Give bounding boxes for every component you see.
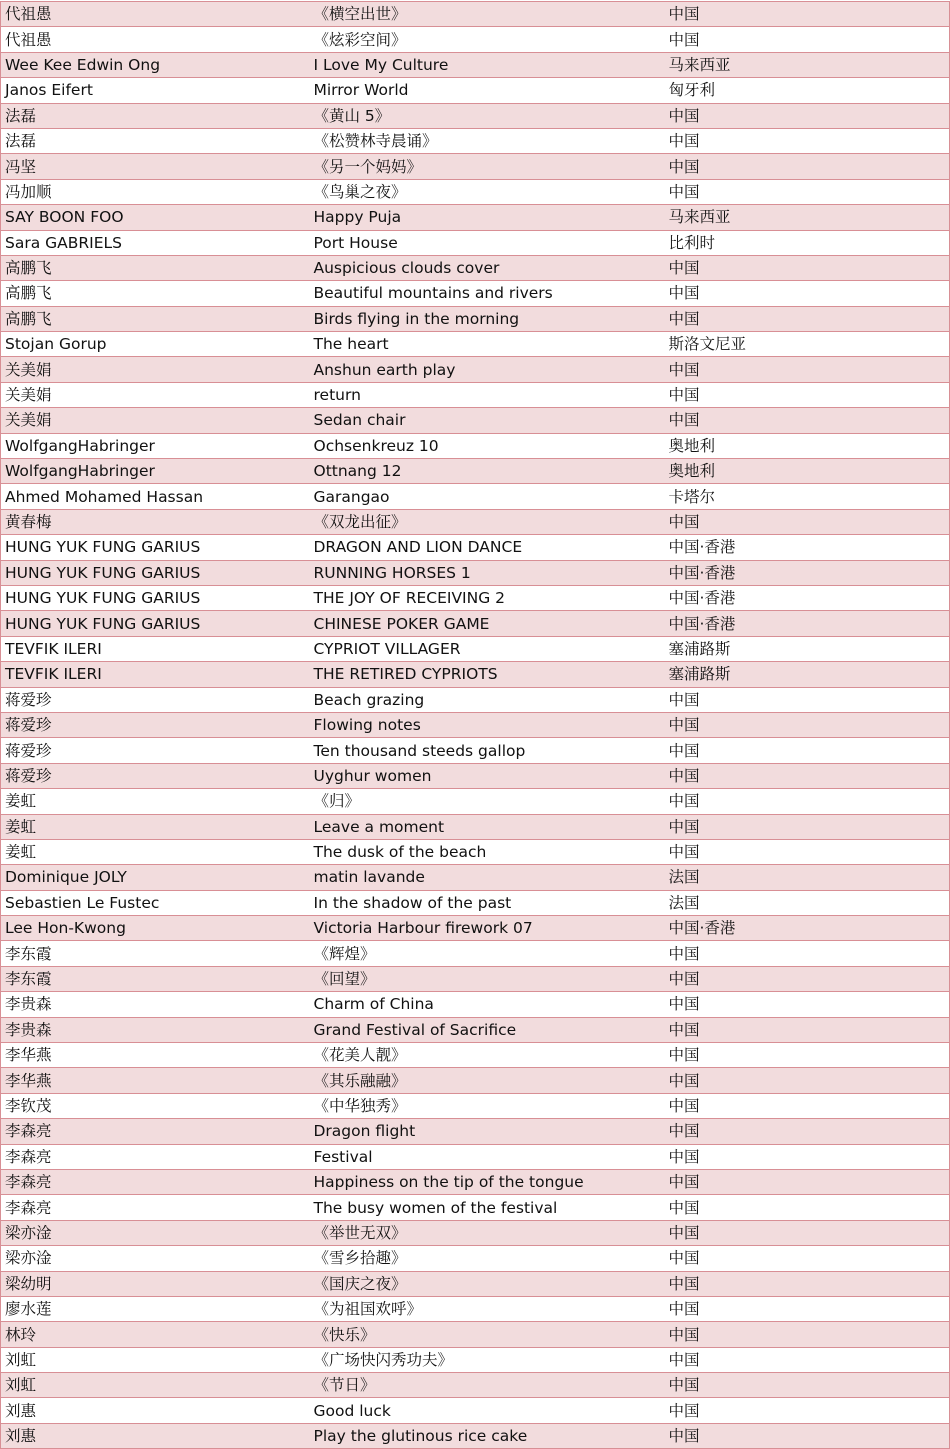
country-cell: 中国	[665, 357, 950, 382]
author-cell: 梁幼明	[1, 1271, 310, 1296]
table-row	[1, 1068, 950, 1093]
country-cell: 中国	[665, 1119, 950, 1144]
country-cell: 中国	[665, 2, 950, 27]
title-cell: 《花美人靓》	[310, 1043, 665, 1068]
author-cell: 法磊	[1, 103, 310, 128]
author-cell: 刘虹	[1, 1373, 310, 1398]
country-cell: 中国	[665, 128, 950, 153]
title-cell: Birds flying in the morning	[310, 306, 665, 331]
country-cell: 中国	[665, 712, 950, 737]
title-cell: 《雪乡拾趣》	[310, 1246, 665, 1271]
title-cell: Happy Puja	[310, 205, 665, 230]
table-row	[1, 966, 950, 991]
author-cell: 梁亦淦	[1, 1220, 310, 1245]
author-cell: 李东霞	[1, 966, 310, 991]
table-row	[1, 281, 950, 306]
table-row	[1, 890, 950, 915]
country-cell: 马来西亚	[665, 52, 950, 77]
table-row	[1, 382, 950, 407]
country-cell: 中国	[665, 1322, 950, 1347]
country-cell: 中国	[665, 1195, 950, 1220]
title-cell: In the shadow of the past	[310, 890, 665, 915]
author-cell: 刘惠	[1, 1423, 310, 1448]
country-cell: 中国·香港	[665, 611, 950, 636]
title-cell: Port House	[310, 230, 665, 255]
author-cell: WolfgangHabringer	[1, 433, 310, 458]
title-cell: Charm of China	[310, 992, 665, 1017]
table-row	[1, 941, 950, 966]
author-cell: 姜虹	[1, 839, 310, 864]
title-cell: Victoria Harbour firework 07	[310, 916, 665, 941]
table-row	[1, 1296, 950, 1321]
author-cell: 李森亮	[1, 1169, 310, 1194]
country-cell: 中国	[665, 687, 950, 712]
title-cell: The dusk of the beach	[310, 839, 665, 864]
author-cell: HUNG YUK FUNG GARIUS	[1, 611, 310, 636]
table-row	[1, 408, 950, 433]
title-cell: matin lavande	[310, 865, 665, 890]
title-cell: 《另一个妈妈》	[310, 154, 665, 179]
table-row	[1, 459, 950, 484]
country-cell: 中国	[665, 1296, 950, 1321]
author-cell: Stojan Gorup	[1, 332, 310, 357]
country-cell: 中国·香港	[665, 535, 950, 560]
title-cell: 《松赞林寺晨诵》	[310, 128, 665, 153]
table-row	[1, 611, 950, 636]
author-cell: 林玲	[1, 1322, 310, 1347]
author-cell: 蒋爱珍	[1, 738, 310, 763]
table-row	[1, 712, 950, 737]
author-cell: 关美娟	[1, 408, 310, 433]
table-row	[1, 154, 950, 179]
country-cell: 法国	[665, 890, 950, 915]
author-cell: HUNG YUK FUNG GARIUS	[1, 585, 310, 610]
table-row	[1, 357, 950, 382]
table-row	[1, 1169, 950, 1194]
country-cell: 中国	[665, 763, 950, 788]
table-row	[1, 205, 950, 230]
title-cell: Anshun earth play	[310, 357, 665, 382]
title-cell: Ten thousand steeds gallop	[310, 738, 665, 763]
author-cell: 梁亦淦	[1, 1246, 310, 1271]
title-cell: Leave a moment	[310, 814, 665, 839]
title-cell: 《中华独秀》	[310, 1093, 665, 1118]
table-row	[1, 230, 950, 255]
title-cell: Auspicious clouds cover	[310, 255, 665, 280]
country-cell: 中国	[665, 1398, 950, 1423]
country-cell: 中国	[665, 1068, 950, 1093]
title-cell: 《回望》	[310, 966, 665, 991]
table-row	[1, 1373, 950, 1398]
author-cell: Sara GABRIELS	[1, 230, 310, 255]
title-cell: 《为祖国欢呼》	[310, 1296, 665, 1321]
table-row	[1, 332, 950, 357]
country-cell: 中国	[665, 1093, 950, 1118]
country-cell: 马来西亚	[665, 205, 950, 230]
entries-table	[0, 1, 950, 1449]
title-cell: CYPRIOT VILLAGER	[310, 636, 665, 661]
country-cell: 中国	[665, 1423, 950, 1448]
title-cell: 《炫彩空间》	[310, 27, 665, 52]
table-row	[1, 484, 950, 509]
table-row	[1, 662, 950, 687]
table-row	[1, 560, 950, 585]
country-cell: 中国	[665, 992, 950, 1017]
table-row	[1, 585, 950, 610]
table-row	[1, 814, 950, 839]
author-cell: 李钦茂	[1, 1093, 310, 1118]
country-cell: 中国	[665, 281, 950, 306]
table-row	[1, 916, 950, 941]
author-cell: 刘惠	[1, 1398, 310, 1423]
author-cell: SAY BOON FOO	[1, 205, 310, 230]
table-row	[1, 27, 950, 52]
author-cell: Janos Eifert	[1, 78, 310, 103]
title-cell: The heart	[310, 332, 665, 357]
country-cell: 中国	[665, 382, 950, 407]
table-row	[1, 992, 950, 1017]
author-cell: 姜虹	[1, 789, 310, 814]
title-cell: Uyghur women	[310, 763, 665, 788]
country-cell: 中国	[665, 1347, 950, 1372]
title-cell: Grand Festival of Sacrifice	[310, 1017, 665, 1042]
author-cell: 李东霞	[1, 941, 310, 966]
author-cell: 李华燕	[1, 1068, 310, 1093]
table-row	[1, 1195, 950, 1220]
title-cell: DRAGON AND LION DANCE	[310, 535, 665, 560]
table-row	[1, 2, 950, 27]
author-cell: Wee Kee Edwin Ong	[1, 52, 310, 77]
table-row	[1, 1220, 950, 1245]
author-cell: 李森亮	[1, 1119, 310, 1144]
title-cell: The busy women of the festival	[310, 1195, 665, 1220]
title-cell: Sedan chair	[310, 408, 665, 433]
title-cell: Beach grazing	[310, 687, 665, 712]
table-row	[1, 535, 950, 560]
country-cell: 中国	[665, 255, 950, 280]
table-row	[1, 1398, 950, 1423]
country-cell: 匈牙利	[665, 78, 950, 103]
title-cell: Beautiful mountains and rivers	[310, 281, 665, 306]
country-cell: 中国	[665, 814, 950, 839]
title-cell: Festival	[310, 1144, 665, 1169]
author-cell: 蒋爱珍	[1, 763, 310, 788]
author-cell: 冯加顺	[1, 179, 310, 204]
country-cell: 中国	[665, 1043, 950, 1068]
country-cell: 中国	[665, 839, 950, 864]
author-cell: 蒋爱珍	[1, 687, 310, 712]
country-cell: 奥地利	[665, 459, 950, 484]
country-cell: 中国	[665, 103, 950, 128]
country-cell: 中国	[665, 306, 950, 331]
author-cell: 冯坚	[1, 154, 310, 179]
table-row	[1, 52, 950, 77]
author-cell: HUNG YUK FUNG GARIUS	[1, 560, 310, 585]
title-cell: 《举世无双》	[310, 1220, 665, 1245]
entries-table-body	[1, 2, 950, 1449]
table-row	[1, 1271, 950, 1296]
title-cell: Play the glutinous rice cake	[310, 1423, 665, 1448]
country-cell: 中国	[665, 1271, 950, 1296]
author-cell: Ahmed Mohamed Hassan	[1, 484, 310, 509]
author-cell: HUNG YUK FUNG GARIUS	[1, 535, 310, 560]
country-cell: 中国	[665, 941, 950, 966]
author-cell: 高鹏飞	[1, 306, 310, 331]
table-row	[1, 763, 950, 788]
title-cell: Dragon flight	[310, 1119, 665, 1144]
country-cell: 中国·香港	[665, 916, 950, 941]
author-cell: 高鹏飞	[1, 255, 310, 280]
table-row	[1, 865, 950, 890]
author-cell: 廖水莲	[1, 1296, 310, 1321]
title-cell: THE JOY OF RECEIVING 2	[310, 585, 665, 610]
title-cell: return	[310, 382, 665, 407]
country-cell: 中国	[665, 1220, 950, 1245]
title-cell: 《鸟巢之夜》	[310, 179, 665, 204]
table-row	[1, 1347, 950, 1372]
country-cell: 斯洛文尼亚	[665, 332, 950, 357]
table-row	[1, 1423, 950, 1448]
country-cell: 中国	[665, 1017, 950, 1042]
title-cell: Good luck	[310, 1398, 665, 1423]
author-cell: WolfgangHabringer	[1, 459, 310, 484]
title-cell: 《国庆之夜》	[310, 1271, 665, 1296]
country-cell: 中国·香港	[665, 585, 950, 610]
title-cell: Garangao	[310, 484, 665, 509]
title-cell: CHINESE POKER GAME	[310, 611, 665, 636]
author-cell: 代祖愚	[1, 2, 310, 27]
title-cell: 《其乐融融》	[310, 1068, 665, 1093]
author-cell: TEVFIK ILERI	[1, 662, 310, 687]
table-row	[1, 1144, 950, 1169]
author-cell: Sebastien Le Fustec	[1, 890, 310, 915]
author-cell: 李贵森	[1, 1017, 310, 1042]
table-row	[1, 255, 950, 280]
table-row	[1, 789, 950, 814]
table-row	[1, 509, 950, 534]
title-cell: 《节日》	[310, 1373, 665, 1398]
title-cell: I Love My Culture	[310, 52, 665, 77]
author-cell: 姜虹	[1, 814, 310, 839]
table-row	[1, 128, 950, 153]
title-cell: 《辉煌》	[310, 941, 665, 966]
author-cell: 李华燕	[1, 1043, 310, 1068]
country-cell: 中国	[665, 509, 950, 534]
table-row	[1, 839, 950, 864]
table-row	[1, 1043, 950, 1068]
author-cell: 黄春梅	[1, 509, 310, 534]
title-cell: 《快乐》	[310, 1322, 665, 1347]
author-cell: 李森亮	[1, 1144, 310, 1169]
country-cell: 奥地利	[665, 433, 950, 458]
country-cell: 中国·香港	[665, 560, 950, 585]
author-cell: 李森亮	[1, 1195, 310, 1220]
table-row	[1, 687, 950, 712]
table-row	[1, 433, 950, 458]
author-cell: 法磊	[1, 128, 310, 153]
table-row	[1, 306, 950, 331]
author-cell: 高鹏飞	[1, 281, 310, 306]
title-cell: Happiness on the tip of the tongue	[310, 1169, 665, 1194]
table-row	[1, 1093, 950, 1118]
author-cell: TEVFIK ILERI	[1, 636, 310, 661]
title-cell: Flowing notes	[310, 712, 665, 737]
table-row	[1, 636, 950, 661]
country-cell: 中国	[665, 789, 950, 814]
title-cell: RUNNING HORSES 1	[310, 560, 665, 585]
country-cell: 塞浦路斯	[665, 636, 950, 661]
table-row	[1, 1017, 950, 1042]
country-cell: 中国	[665, 1169, 950, 1194]
author-cell: 刘虹	[1, 1347, 310, 1372]
author-cell: Dominique JOLY	[1, 865, 310, 890]
author-cell: 李贵森	[1, 992, 310, 1017]
title-cell: Ottnang 12	[310, 459, 665, 484]
country-cell: 中国	[665, 1246, 950, 1271]
author-cell: 蒋爱珍	[1, 712, 310, 737]
title-cell: 《双龙出征》	[310, 509, 665, 534]
country-cell: 中国	[665, 1373, 950, 1398]
table-row	[1, 179, 950, 204]
table-row	[1, 103, 950, 128]
title-cell: 《横空出世》	[310, 2, 665, 27]
title-cell: 《归》	[310, 789, 665, 814]
author-cell: 代祖愚	[1, 27, 310, 52]
title-cell: 《广场快闪秀功夫》	[310, 1347, 665, 1372]
author-cell: Lee Hon-Kwong	[1, 916, 310, 941]
table-row	[1, 1246, 950, 1271]
country-cell: 中国	[665, 738, 950, 763]
country-cell: 中国	[665, 1144, 950, 1169]
country-cell: 卡塔尔	[665, 484, 950, 509]
title-cell: Mirror World	[310, 78, 665, 103]
country-cell: 比利时	[665, 230, 950, 255]
country-cell: 中国	[665, 179, 950, 204]
table-row	[1, 738, 950, 763]
author-cell: 关美娟	[1, 357, 310, 382]
country-cell: 中国	[665, 408, 950, 433]
country-cell: 中国	[665, 154, 950, 179]
table-row	[1, 78, 950, 103]
title-cell: Ochsenkreuz 10	[310, 433, 665, 458]
country-cell: 中国	[665, 966, 950, 991]
table-row	[1, 1322, 950, 1347]
country-cell: 中国	[665, 27, 950, 52]
author-cell: 关美娟	[1, 382, 310, 407]
title-cell: THE RETIRED CYPRIOTS	[310, 662, 665, 687]
table-row	[1, 1119, 950, 1144]
title-cell: 《黄山 5》	[310, 103, 665, 128]
country-cell: 塞浦路斯	[665, 662, 950, 687]
country-cell: 法国	[665, 865, 950, 890]
